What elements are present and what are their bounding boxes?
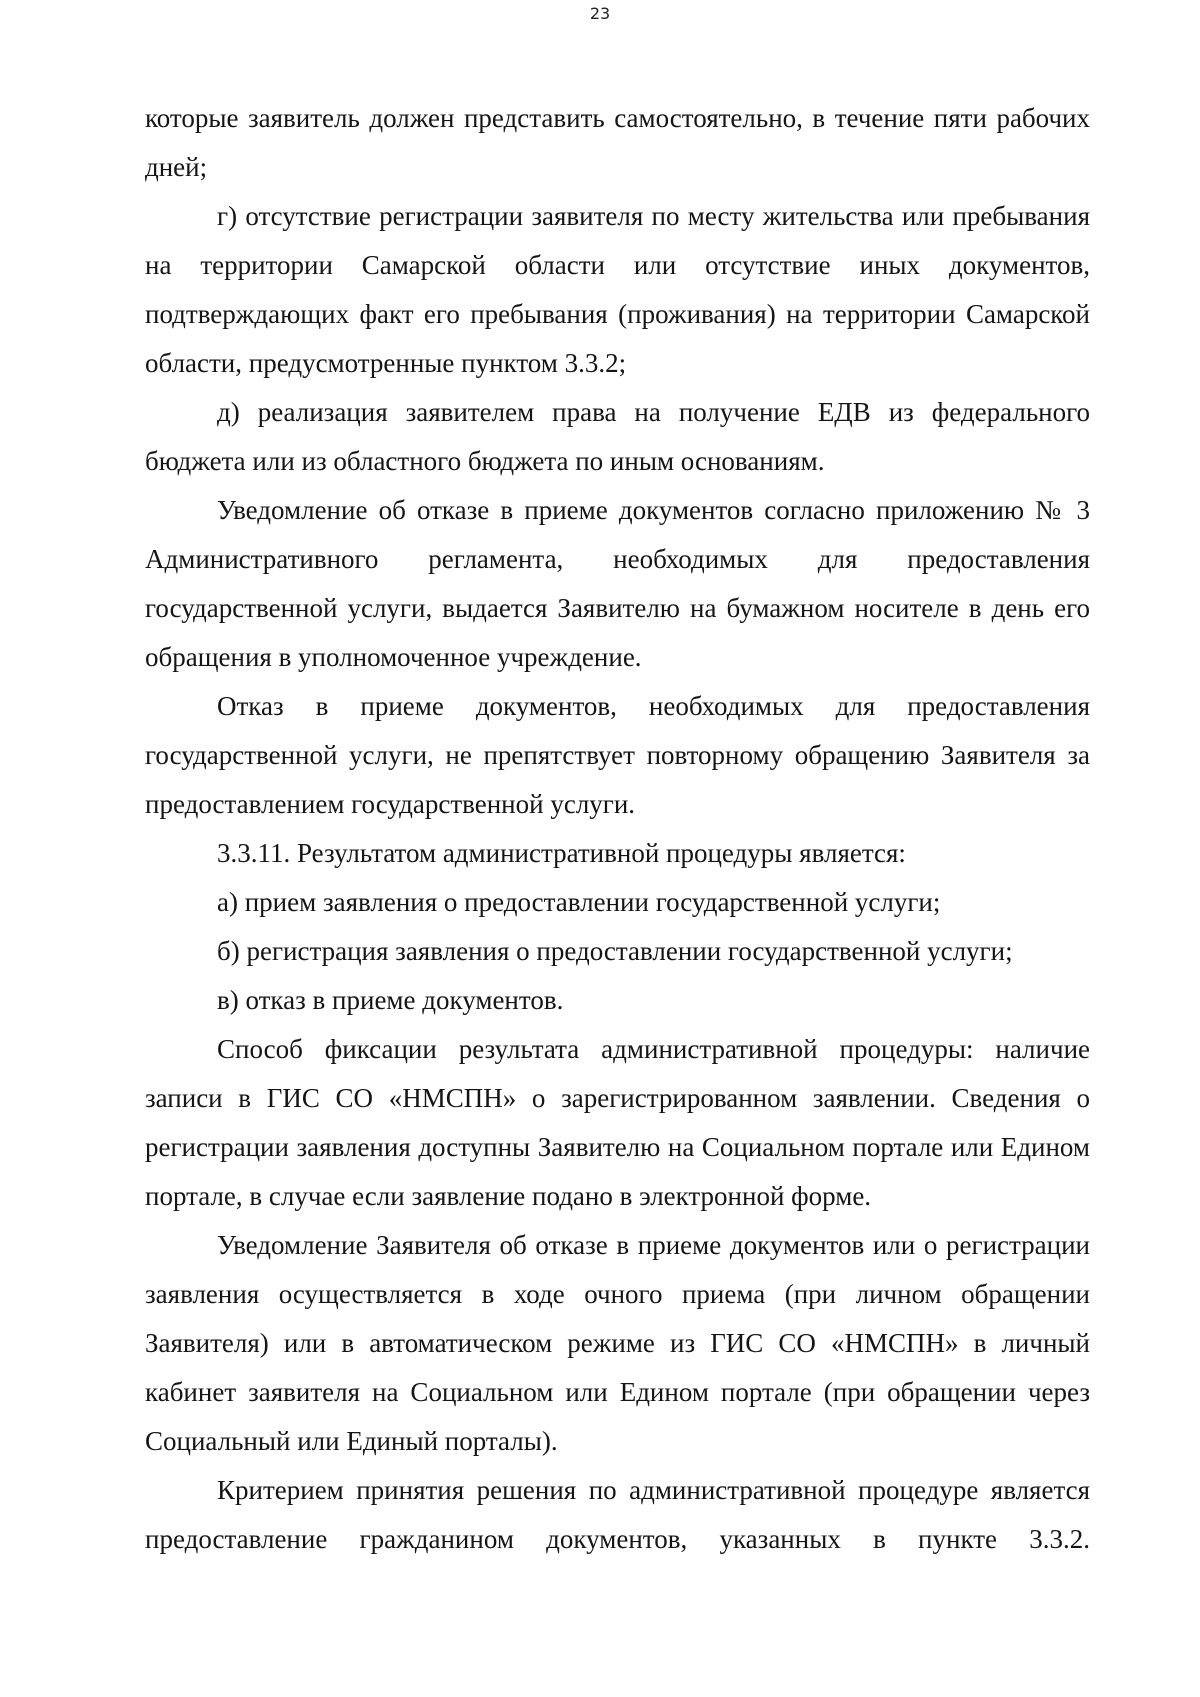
paragraph-item-g: г) отсутствие регистрации заявителя по месту жительства или пребывания на территории Самарской области или отсутствие иных документов, подтверждающих факт его пребывания (проживания) на территории Самарской области, предусмотренные пунктом 3.3.2; <box>145 201 1090 378</box>
paragraph-continuation: которые заявитель должен представить самостоятельно, в течение пяти рабочих дней; <box>145 103 1090 182</box>
paragraph-result-v: в) отказ в приеме документов. <box>217 985 564 1015</box>
paragraph-result-a: а) прием заявления о предоставлении государственной услуги; <box>217 887 941 917</box>
paragraph-decision-criterion: Критерием принятия решения по административной процедуре является предоставление гражданином документов, указанных в пункте 3.3.2. <box>145 1475 1090 1554</box>
page-number: 23 <box>589 4 611 23</box>
paragraph-applicant-notification: Уведомление Заявителя об отказе в приеме документов или о регистрации заявления осуществляется в ходе очного приема (при личном обращении Заявителя) или в автоматическом режиме из ГИС СО «НМСПН» в личный кабинет заявителя на Социальном или Едином портале (при обращении через Социальный или Единый порталы). <box>145 1230 1090 1456</box>
paragraph-refusal-no-obstacle: Отказ в приеме документов, необходимых для предоставления государственной услуги, не препятствует повторному обращению Заявителя за предоставлением государственной услуги. <box>145 691 1090 819</box>
paragraph-item-d: д) реализация заявителем права на получение ЕДВ из федерального бюджета или из областного бюджета по иным основаниям. <box>145 397 1090 476</box>
paragraph-result-b: б) регистрация заявления о предоставлении государственной услуги; <box>217 936 1013 966</box>
paragraph-refusal-notice: Уведомление об отказе в приеме документов согласно приложению № 3 Административного регламента, необходимых для предоставления государственной услуги, выдается Заявителю на бумажном носителе в день его обращения в уполномоченное учреждение. <box>145 495 1090 672</box>
paragraph-3-3-11-heading: 3.3.11. Результатом административной процедуры является: <box>217 838 906 868</box>
paragraph-fixation-method: Способ фиксации результата административной процедуры: наличие записи в ГИС СО «НМСПН» о зарегистрированном заявлении. Сведения о регистрации заявления доступны Заявителю на Социальном портале или Едином портале, в случае если заявление подано в электронной форме. <box>145 1034 1090 1211</box>
document-body <box>145 94 1090 1564</box>
